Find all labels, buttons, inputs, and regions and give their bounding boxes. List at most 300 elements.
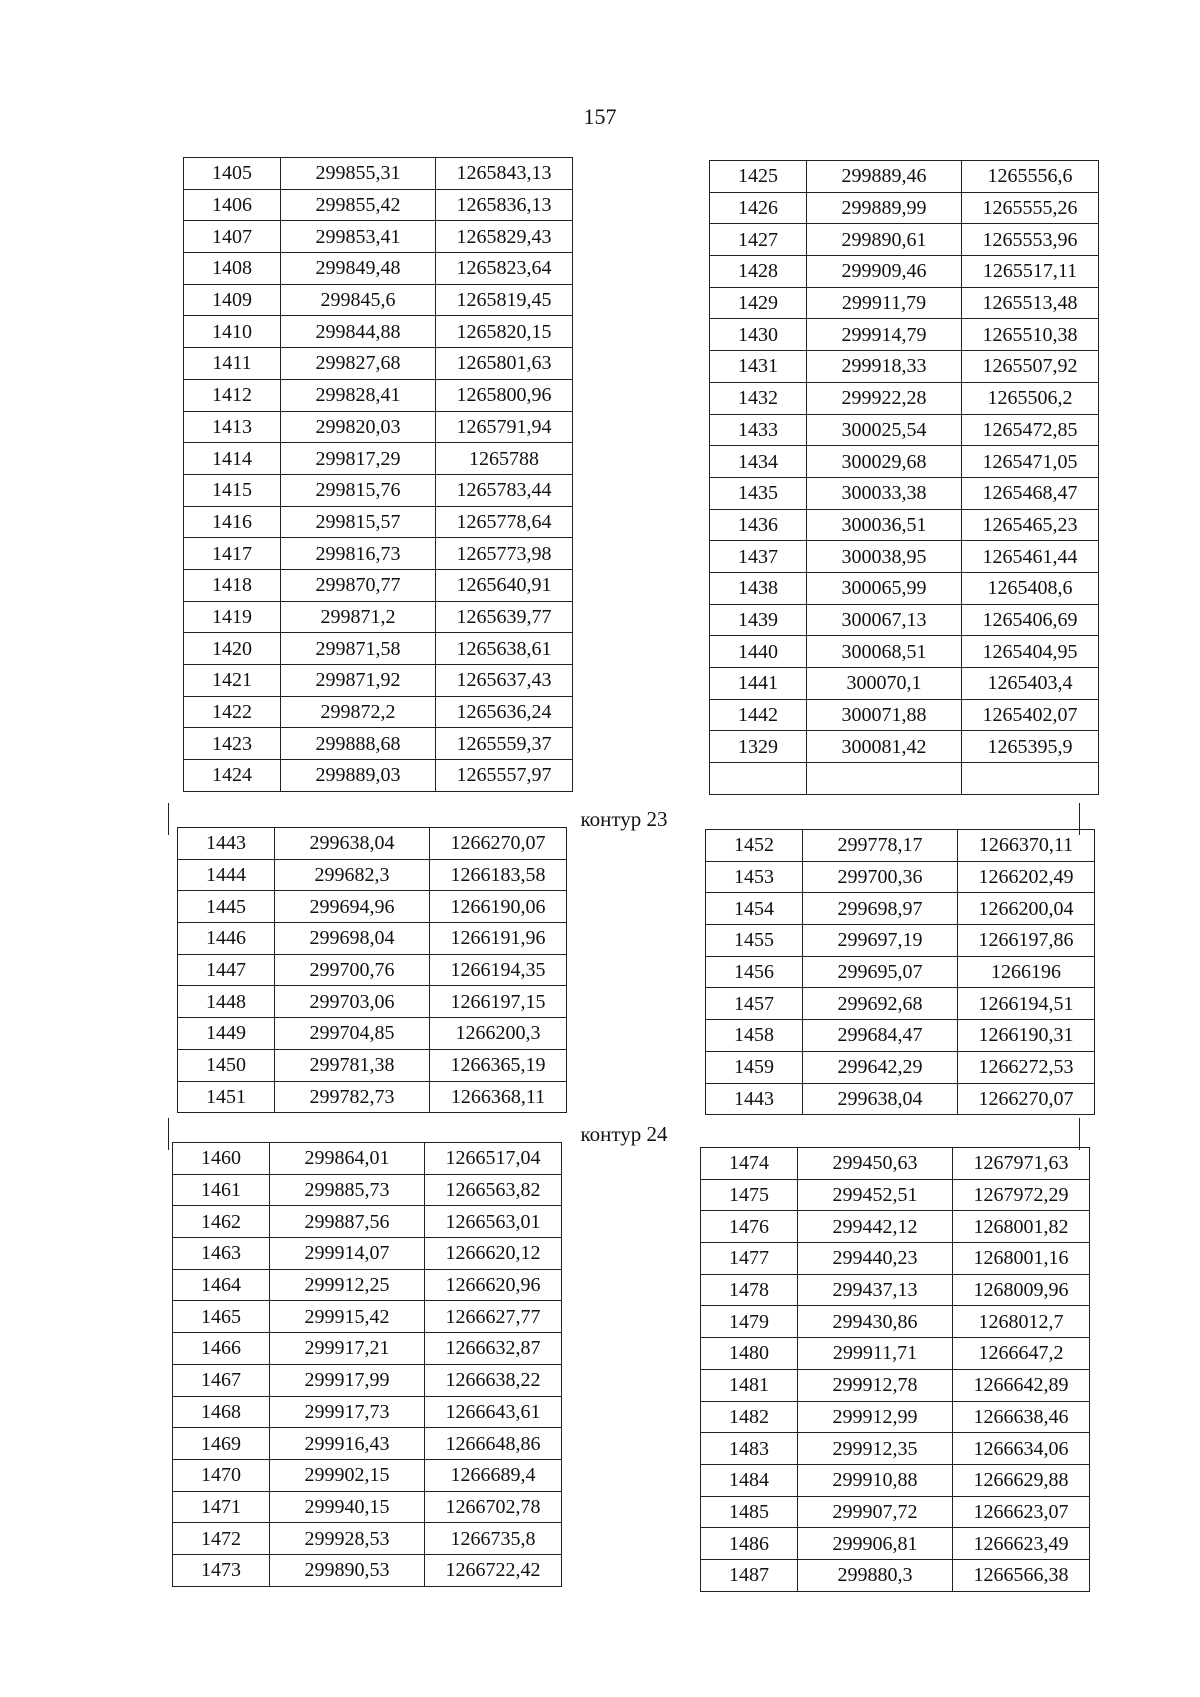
point-number-cell: 1416 <box>184 506 281 538</box>
point-number-cell: 1441 <box>710 668 807 700</box>
y-coordinate-cell: 1266202,49 <box>958 861 1095 893</box>
point-number-cell: 1470 <box>173 1459 270 1491</box>
table-row <box>173 1238 562 1270</box>
table-row <box>178 986 567 1018</box>
point-number-cell: 1440 <box>710 636 807 668</box>
point-number-cell: 1480 <box>701 1338 798 1370</box>
table-row <box>710 572 1099 604</box>
x-coordinate-cell: 299704,85 <box>275 1018 430 1050</box>
point-number-cell: 1484 <box>701 1464 798 1496</box>
table-row <box>710 256 1099 288</box>
point-number-cell: 1412 <box>184 379 281 411</box>
x-coordinate-cell: 299912,78 <box>798 1369 953 1401</box>
x-coordinate-cell: 299918,33 <box>807 351 962 383</box>
table-row <box>706 893 1095 925</box>
x-coordinate-cell: 299871,58 <box>281 633 436 665</box>
x-coordinate-cell: 299911,71 <box>798 1338 953 1370</box>
table-row <box>701 1306 1090 1338</box>
table-row <box>710 731 1099 763</box>
y-coordinate-cell: 1267971,63 <box>953 1148 1090 1180</box>
x-coordinate-cell: 300081,42 <box>807 731 962 763</box>
x-coordinate-cell: 299695,07 <box>803 956 958 988</box>
y-coordinate-cell: 1265555,26 <box>962 192 1099 224</box>
x-coordinate-cell: 299914,07 <box>270 1238 425 1270</box>
coordinates-table-left-block-1 <box>183 157 573 792</box>
point-number-cell: 1444 <box>178 859 275 891</box>
table-row <box>706 925 1095 957</box>
point-number-cell: 1410 <box>184 316 281 348</box>
x-coordinate-cell: 299887,56 <box>270 1206 425 1238</box>
y-coordinate-cell: 1265556,6 <box>962 161 1099 193</box>
x-coordinate-cell: 300036,51 <box>807 509 962 541</box>
x-coordinate-cell: 299692,68 <box>803 988 958 1020</box>
x-coordinate-cell: 299437,13 <box>798 1274 953 1306</box>
table-row <box>178 1018 567 1050</box>
point-number-cell: 1446 <box>178 923 275 955</box>
y-coordinate-cell: 1265553,96 <box>962 224 1099 256</box>
y-coordinate-cell: 1266566,38 <box>953 1559 1090 1591</box>
y-coordinate-cell: 1265800,96 <box>436 379 573 411</box>
point-number-cell <box>710 763 807 795</box>
point-number-cell: 1431 <box>710 351 807 383</box>
point-number-cell: 1415 <box>184 474 281 506</box>
point-number-cell: 1475 <box>701 1179 798 1211</box>
x-coordinate-cell: 299816,73 <box>281 538 436 570</box>
point-number-cell: 1453 <box>706 861 803 893</box>
x-coordinate-cell: 299817,29 <box>281 443 436 475</box>
y-coordinate-cell: 1266623,49 <box>953 1528 1090 1560</box>
y-coordinate-cell: 1265465,23 <box>962 509 1099 541</box>
y-coordinate-cell: 1265506,2 <box>962 382 1099 414</box>
point-number-cell: 1461 <box>173 1174 270 1206</box>
table-row <box>184 665 573 697</box>
x-coordinate-cell: 300071,88 <box>807 699 962 731</box>
point-number-cell: 1478 <box>701 1274 798 1306</box>
y-coordinate-cell: 1268001,82 <box>953 1211 1090 1243</box>
x-coordinate-cell: 300070,1 <box>807 668 962 700</box>
point-number-cell: 1466 <box>173 1333 270 1365</box>
y-coordinate-cell: 1265513,48 <box>962 287 1099 319</box>
x-coordinate-cell: 299870,77 <box>281 569 436 601</box>
point-number-cell: 1406 <box>184 189 281 221</box>
table-row <box>710 541 1099 573</box>
table-row <box>710 604 1099 636</box>
x-coordinate-cell: 299909,46 <box>807 256 962 288</box>
y-coordinate-cell: 1266272,53 <box>958 1051 1095 1083</box>
table-row <box>173 1523 562 1555</box>
x-coordinate-cell: 299827,68 <box>281 348 436 380</box>
table-row <box>710 477 1099 509</box>
table-row <box>184 474 573 506</box>
y-coordinate-cell: 1266190,06 <box>430 891 567 923</box>
point-number-cell: 1329 <box>710 731 807 763</box>
y-coordinate-cell: 1266642,89 <box>953 1369 1090 1401</box>
point-number-cell: 1451 <box>178 1081 275 1113</box>
x-coordinate-cell: 299430,86 <box>798 1306 953 1338</box>
y-coordinate-cell: 1266722,42 <box>425 1554 562 1586</box>
point-number-cell: 1419 <box>184 601 281 633</box>
x-coordinate-cell: 299871,2 <box>281 601 436 633</box>
point-number-cell: 1454 <box>706 893 803 925</box>
y-coordinate-cell: 1265640,91 <box>436 569 573 601</box>
y-coordinate-cell: 1265557,97 <box>436 760 573 792</box>
table-row <box>706 861 1095 893</box>
y-coordinate-cell: 1265402,07 <box>962 699 1099 731</box>
y-coordinate-cell <box>962 763 1099 795</box>
table-row <box>173 1333 562 1365</box>
point-number-cell: 1487 <box>701 1559 798 1591</box>
point-number-cell: 1452 <box>706 830 803 862</box>
point-number-cell: 1445 <box>178 891 275 923</box>
point-number-cell: 1428 <box>710 256 807 288</box>
y-coordinate-cell: 1266623,07 <box>953 1496 1090 1528</box>
y-coordinate-cell: 1266191,96 <box>430 923 567 955</box>
table-row <box>184 760 573 792</box>
table-row <box>710 509 1099 541</box>
x-coordinate-cell: 299684,47 <box>803 1020 958 1052</box>
y-coordinate-cell: 1266197,15 <box>430 986 567 1018</box>
point-number-cell: 1407 <box>184 221 281 253</box>
table-row <box>701 1401 1090 1433</box>
y-coordinate-cell: 1266517,04 <box>425 1143 562 1175</box>
x-coordinate-cell: 299917,73 <box>270 1396 425 1428</box>
y-coordinate-cell: 1265637,43 <box>436 665 573 697</box>
y-coordinate-cell: 1266620,96 <box>425 1269 562 1301</box>
point-number-cell: 1433 <box>710 414 807 446</box>
x-coordinate-cell: 299442,12 <box>798 1211 953 1243</box>
section-title-kontur-23: контур 23 <box>168 803 1080 835</box>
point-number-cell: 1481 <box>701 1369 798 1401</box>
point-number-cell: 1463 <box>173 1238 270 1270</box>
x-coordinate-cell: 299917,21 <box>270 1333 425 1365</box>
x-coordinate-cell: 299828,41 <box>281 379 436 411</box>
y-coordinate-cell: 1266563,82 <box>425 1174 562 1206</box>
table-row <box>184 601 573 633</box>
table-row <box>710 668 1099 700</box>
table-row <box>701 1148 1090 1180</box>
point-number-cell: 1405 <box>184 158 281 190</box>
y-coordinate-cell: 1265507,92 <box>962 351 1099 383</box>
y-coordinate-cell: 1268009,96 <box>953 1274 1090 1306</box>
x-coordinate-cell: 299864,01 <box>270 1143 425 1175</box>
x-coordinate-cell: 299888,68 <box>281 728 436 760</box>
point-number-cell: 1411 <box>184 348 281 380</box>
x-coordinate-cell: 299700,36 <box>803 861 958 893</box>
y-coordinate-cell: 1266563,01 <box>425 1206 562 1238</box>
point-number-cell: 1483 <box>701 1433 798 1465</box>
point-number-cell: 1409 <box>184 284 281 316</box>
x-coordinate-cell: 299871,92 <box>281 665 436 697</box>
x-coordinate-cell: 300068,51 <box>807 636 962 668</box>
coordinates-table-right-block-3 <box>700 1147 1090 1592</box>
table-row <box>173 1554 562 1586</box>
table-row <box>710 319 1099 351</box>
table-row <box>701 1496 1090 1528</box>
y-coordinate-cell: 1266689,4 <box>425 1459 562 1491</box>
point-number-cell: 1438 <box>710 572 807 604</box>
y-coordinate-cell: 1265773,98 <box>436 538 573 570</box>
y-coordinate-cell: 1266370,11 <box>958 830 1095 862</box>
x-coordinate-cell: 300033,38 <box>807 477 962 509</box>
table-row <box>184 189 573 221</box>
table-row <box>701 1528 1090 1560</box>
point-number-cell: 1448 <box>178 986 275 1018</box>
x-coordinate-cell: 299642,29 <box>803 1051 958 1083</box>
y-coordinate-cell: 1265783,44 <box>436 474 573 506</box>
table-row <box>706 956 1095 988</box>
table-row <box>178 954 567 986</box>
y-coordinate-cell: 1265819,45 <box>436 284 573 316</box>
x-coordinate-cell: 299906,81 <box>798 1528 953 1560</box>
table-row <box>184 443 573 475</box>
y-coordinate-cell: 1266368,11 <box>430 1081 567 1113</box>
point-number-cell: 1458 <box>706 1020 803 1052</box>
x-coordinate-cell: 299889,03 <box>281 760 436 792</box>
table-row <box>184 348 573 380</box>
y-coordinate-cell: 1265406,69 <box>962 604 1099 636</box>
table-row <box>184 411 573 443</box>
table-row <box>178 859 567 891</box>
table-row <box>184 158 573 190</box>
x-coordinate-cell: 299890,53 <box>270 1554 425 1586</box>
y-coordinate-cell: 1265395,9 <box>962 731 1099 763</box>
point-number-cell: 1421 <box>184 665 281 697</box>
table-row <box>173 1174 562 1206</box>
table-row <box>710 192 1099 224</box>
table-row <box>701 1369 1090 1401</box>
y-coordinate-cell: 1266365,19 <box>430 1049 567 1081</box>
table-row <box>184 633 573 665</box>
point-number-cell: 1455 <box>706 925 803 957</box>
point-number-cell: 1418 <box>184 569 281 601</box>
point-number-cell: 1432 <box>710 382 807 414</box>
table-row <box>706 988 1095 1020</box>
y-coordinate-cell: 1265836,13 <box>436 189 573 221</box>
point-number-cell: 1420 <box>184 633 281 665</box>
point-number-cell: 1471 <box>173 1491 270 1523</box>
y-coordinate-cell: 1266194,35 <box>430 954 567 986</box>
point-number-cell: 1439 <box>710 604 807 636</box>
y-coordinate-cell: 1266200,3 <box>430 1018 567 1050</box>
table-row <box>173 1491 562 1523</box>
point-number-cell: 1423 <box>184 728 281 760</box>
point-number-cell: 1462 <box>173 1206 270 1238</box>
table-row <box>710 699 1099 731</box>
table-row <box>710 382 1099 414</box>
x-coordinate-cell <box>807 763 962 795</box>
x-coordinate-cell: 299917,99 <box>270 1364 425 1396</box>
table-row <box>184 379 573 411</box>
y-coordinate-cell: 1266634,06 <box>953 1433 1090 1465</box>
y-coordinate-cell: 1265517,11 <box>962 256 1099 288</box>
x-coordinate-cell: 299922,28 <box>807 382 962 414</box>
table-row <box>701 1559 1090 1591</box>
x-coordinate-cell: 299916,43 <box>270 1428 425 1460</box>
point-number-cell: 1457 <box>706 988 803 1020</box>
point-number-cell: 1434 <box>710 446 807 478</box>
x-coordinate-cell: 299912,99 <box>798 1401 953 1433</box>
table-row <box>710 414 1099 446</box>
point-number-cell: 1477 <box>701 1243 798 1275</box>
table-row <box>184 569 573 601</box>
table-row <box>184 696 573 728</box>
x-coordinate-cell: 299452,51 <box>798 1179 953 1211</box>
table-row <box>706 1083 1095 1115</box>
point-number-cell: 1467 <box>173 1364 270 1396</box>
y-coordinate-cell: 1266647,2 <box>953 1338 1090 1370</box>
x-coordinate-cell: 299928,53 <box>270 1523 425 1555</box>
y-coordinate-cell: 1265636,24 <box>436 696 573 728</box>
x-coordinate-cell: 299820,03 <box>281 411 436 443</box>
table-row <box>710 161 1099 193</box>
point-number-cell: 1468 <box>173 1396 270 1428</box>
x-coordinate-cell: 300029,68 <box>807 446 962 478</box>
coordinates-table-right-block-2 <box>705 829 1095 1115</box>
point-number-cell: 1424 <box>184 760 281 792</box>
point-number-cell: 1413 <box>184 411 281 443</box>
table-row <box>710 636 1099 668</box>
y-coordinate-cell: 1266197,86 <box>958 925 1095 957</box>
y-coordinate-cell: 1266183,58 <box>430 859 567 891</box>
x-coordinate-cell: 300025,54 <box>807 414 962 446</box>
y-coordinate-cell: 1265471,05 <box>962 446 1099 478</box>
y-coordinate-cell: 1267972,29 <box>953 1179 1090 1211</box>
y-coordinate-cell: 1265788 <box>436 443 573 475</box>
x-coordinate-cell: 299885,73 <box>270 1174 425 1206</box>
point-number-cell: 1473 <box>173 1554 270 1586</box>
table-row <box>706 830 1095 862</box>
table-row <box>178 923 567 955</box>
x-coordinate-cell: 299855,31 <box>281 158 436 190</box>
point-number-cell: 1449 <box>178 1018 275 1050</box>
y-coordinate-cell: 1265791,94 <box>436 411 573 443</box>
y-coordinate-cell: 1266620,12 <box>425 1238 562 1270</box>
point-number-cell: 1459 <box>706 1051 803 1083</box>
x-coordinate-cell: 299911,79 <box>807 287 962 319</box>
table-row <box>173 1396 562 1428</box>
x-coordinate-cell: 299914,79 <box>807 319 962 351</box>
point-number-cell: 1460 <box>173 1143 270 1175</box>
table-row <box>173 1269 562 1301</box>
x-coordinate-cell: 299703,06 <box>275 986 430 1018</box>
y-coordinate-cell: 1266638,46 <box>953 1401 1090 1433</box>
x-coordinate-cell: 299910,88 <box>798 1464 953 1496</box>
x-coordinate-cell: 299698,97 <box>803 893 958 925</box>
x-coordinate-cell: 299697,19 <box>803 925 958 957</box>
x-coordinate-cell: 299450,63 <box>798 1148 953 1180</box>
y-coordinate-cell: 1266643,61 <box>425 1396 562 1428</box>
y-coordinate-cell: 1265843,13 <box>436 158 573 190</box>
y-coordinate-cell: 1265778,64 <box>436 506 573 538</box>
y-coordinate-cell: 1266632,87 <box>425 1333 562 1365</box>
table-row <box>701 1211 1090 1243</box>
table-row <box>701 1433 1090 1465</box>
table-row <box>706 1020 1095 1052</box>
point-number-cell: 1469 <box>173 1428 270 1460</box>
table-row <box>710 763 1099 795</box>
point-number-cell: 1408 <box>184 253 281 285</box>
table-row <box>710 446 1099 478</box>
x-coordinate-cell: 299698,04 <box>275 923 430 955</box>
y-coordinate-cell: 1268012,7 <box>953 1306 1090 1338</box>
page-number: 157 <box>583 104 617 129</box>
x-coordinate-cell: 300065,99 <box>807 572 962 604</box>
point-number-cell: 1427 <box>710 224 807 256</box>
x-coordinate-cell: 299815,76 <box>281 474 436 506</box>
table-row <box>701 1243 1090 1275</box>
y-coordinate-cell: 1266629,88 <box>953 1464 1090 1496</box>
x-coordinate-cell: 299782,73 <box>275 1081 430 1113</box>
x-coordinate-cell: 299940,15 <box>270 1491 425 1523</box>
point-number-cell: 1486 <box>701 1528 798 1560</box>
table-row <box>184 221 573 253</box>
y-coordinate-cell: 1265468,47 <box>962 477 1099 509</box>
point-number-cell: 1474 <box>701 1148 798 1180</box>
y-coordinate-cell: 1265801,63 <box>436 348 573 380</box>
point-number-cell: 1437 <box>710 541 807 573</box>
table-row <box>184 316 573 348</box>
point-number-cell: 1482 <box>701 1401 798 1433</box>
point-number-cell: 1447 <box>178 954 275 986</box>
x-coordinate-cell: 299880,3 <box>798 1559 953 1591</box>
table-row <box>173 1206 562 1238</box>
table-row <box>173 1143 562 1175</box>
y-coordinate-cell: 1266648,86 <box>425 1428 562 1460</box>
table-row <box>706 1051 1095 1083</box>
point-number-cell: 1435 <box>710 477 807 509</box>
y-coordinate-cell: 1265823,64 <box>436 253 573 285</box>
x-coordinate-cell: 299915,42 <box>270 1301 425 1333</box>
point-number-cell: 1472 <box>173 1523 270 1555</box>
point-number-cell: 1426 <box>710 192 807 224</box>
y-coordinate-cell: 1265820,15 <box>436 316 573 348</box>
coordinates-table-right-block-1 <box>709 160 1099 795</box>
coordinates-table-left-block-3 <box>172 1142 562 1587</box>
point-number-cell: 1479 <box>701 1306 798 1338</box>
table-row <box>173 1364 562 1396</box>
x-coordinate-cell: 299440,23 <box>798 1243 953 1275</box>
table-row <box>178 828 567 860</box>
table-row <box>184 506 573 538</box>
point-number-cell: 1450 <box>178 1049 275 1081</box>
y-coordinate-cell: 1266627,77 <box>425 1301 562 1333</box>
x-coordinate-cell: 299778,17 <box>803 830 958 862</box>
y-coordinate-cell: 1266735,8 <box>425 1523 562 1555</box>
point-number-cell: 1414 <box>184 443 281 475</box>
table-row <box>184 538 573 570</box>
x-coordinate-cell: 300067,13 <box>807 604 962 636</box>
table-row <box>710 287 1099 319</box>
x-coordinate-cell: 299872,2 <box>281 696 436 728</box>
table-row <box>184 284 573 316</box>
y-coordinate-cell: 1265472,85 <box>962 414 1099 446</box>
point-number-cell: 1429 <box>710 287 807 319</box>
table-row <box>173 1428 562 1460</box>
point-number-cell: 1485 <box>701 1496 798 1528</box>
point-number-cell: 1465 <box>173 1301 270 1333</box>
x-coordinate-cell: 299694,96 <box>275 891 430 923</box>
x-coordinate-cell: 299890,61 <box>807 224 962 256</box>
table-row <box>178 1081 567 1113</box>
y-coordinate-cell: 1265510,38 <box>962 319 1099 351</box>
point-number-cell: 1464 <box>173 1269 270 1301</box>
table-row <box>178 1049 567 1081</box>
section-title-kontur-24: контур 24 <box>168 1118 1080 1150</box>
y-coordinate-cell: 1265461,44 <box>962 541 1099 573</box>
table-row <box>184 253 573 285</box>
point-number-cell: 1443 <box>178 828 275 860</box>
x-coordinate-cell: 299889,46 <box>807 161 962 193</box>
